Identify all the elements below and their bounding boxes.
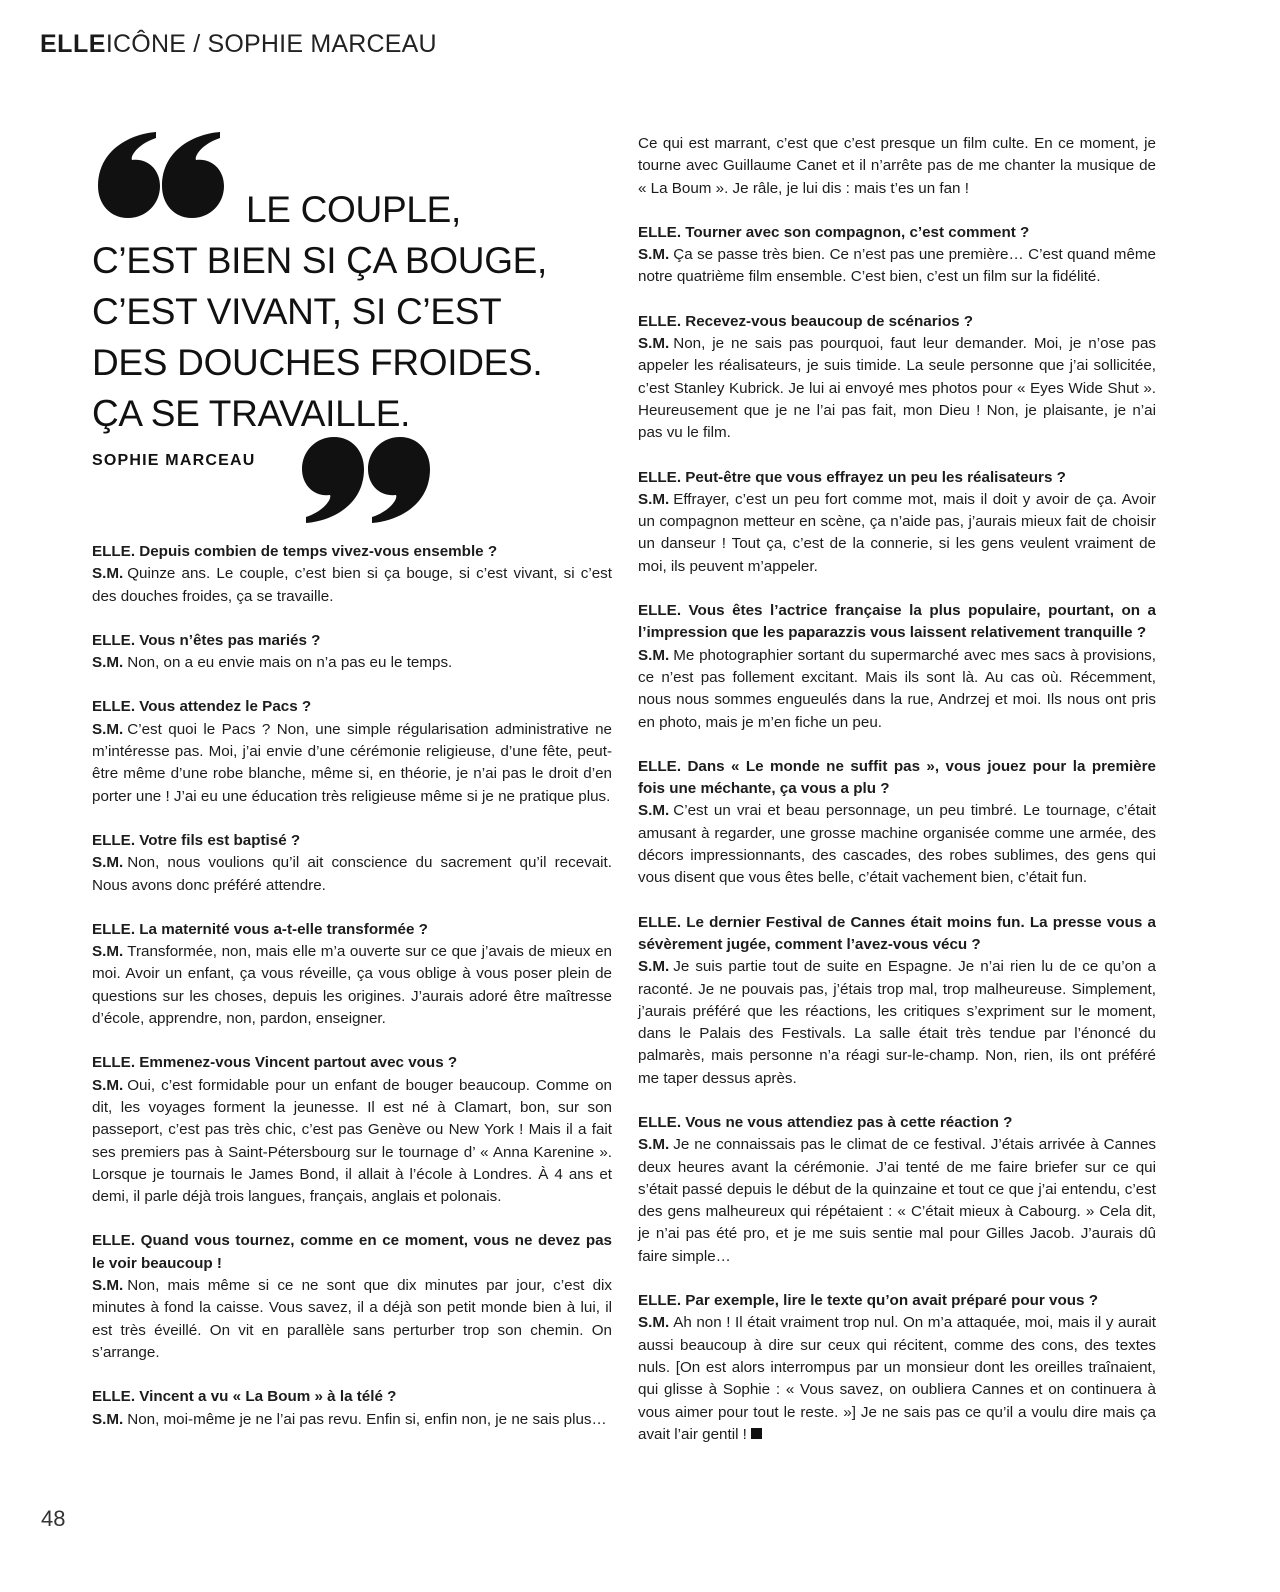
- interview-answer: [638, 800, 1156, 889]
- answer-text: Ah non ! Il était vraiment trop nul. On m’a attaquée, moi, mais il y aurait aussi beaucoup à dire sur ceux qui récitent, comme des cons, des textes nuls. [On est alors interrompus par un monsieur dont les oreilles traînaient, qui glisse à Sophie : « Vous savez, on oubliera Cannes et on continuera à vous aimer pour tout le reste. »] Je ne sais pas ce qu’il a voulu dire mais ça avait l’air gentil !: [638, 1314, 1156, 1443]
- answer-text: Oui, c’est formidable pour un enfant de bouger beaucoup. Comme on dit, les voyages forment la jeunesse. Il est né à Clamart, bon, sur son passeport, c’est pas très chic, c’est pas Genève ou New York ! Mais il a fait ses premiers pas à Saint-Pétersbourg sur le tournage d’ « Anna Karenine ». Lorsque je tournais le James Bond, il allait à l’école à Londres. À 4 ans et demi, il parle déjà trois langues, français, anglais et polonais.: [92, 1076, 612, 1206]
- speaker-initials: S.M.: [92, 654, 124, 672]
- answer-text: Je ne connaissais pas le climat de ce festival. J’étais arrivée à Cannes deux heures avant la cérémonie. J’ai tenté de me faire briefer sur ce qui s’était passé depuis le début de la quinzaine et tout ce que j’ai entendu, c’est des gens malheureux qui répétaient : « C’était mieux à Cabourg. » Cela dit, je n’ai pas été pro, et je me suis sentie mal pour Gilles Jacob. J’aurais dû faire simple…: [638, 1136, 1156, 1265]
- interview-item: [638, 600, 1156, 734]
- speaker-initials: S.M.: [638, 1136, 670, 1154]
- interview-item: [92, 696, 612, 807]
- speaker-initials: S.M.: [92, 565, 124, 583]
- interview-answer: [638, 244, 1156, 289]
- interview-question: ELLE. Tourner avec son compagnon, c’est comment ?: [638, 223, 1030, 241]
- answer-continuation: Ce qui est marrant, c’est que c’est presque un film culte. En ce moment, je tourne avec Guillaume Canet et il n’arrête pas de me chanter la musique de « La Boum ». Je râle, je lui dis : mais t’es un fan !: [638, 135, 1156, 197]
- answer-text: Non, je ne sais pas pourquoi, faut leur demander. Moi, je n’ose pas appeler les réalisateurs, je suis timide. La seule personne que j’ai sollicitée, c’est Stanley Kubrick. Je lui ai envoyé mes photos pour « Eyes Wide Shut ». Heureusement que je ne l’ai pas fait, mon Dieu ! Non, je plaisante, je n’ai pas vu le film.: [638, 335, 1156, 442]
- pull-quote: [90, 130, 610, 530]
- end-of-article-mark: [751, 1428, 762, 1439]
- page-number: 48: [41, 1506, 66, 1531]
- speaker-initials: S.M.: [92, 943, 124, 961]
- speaker-initials: S.M.: [638, 802, 670, 820]
- interview-answer: [92, 1409, 612, 1431]
- speaker-initials: S.M.: [92, 720, 124, 738]
- header-separator: /: [186, 30, 208, 58]
- quote-line: DES DOUCHES FROIDES.: [92, 342, 543, 383]
- quote-text: [92, 184, 612, 439]
- answer-text: Je suis partie tout de suite en Espagne. Je n’ai rien lu de ce qu’on a raconté. Je ne pouvais pas, j’étais trop mal, trop malheureuse. Simplement, j’aurais préféré que les réactions, les critiques s’expriment sur le moment, dans le Palais des Festivals. La salle était très tendue par l’énoncé du palmarès, mais personne n’a réagi sur-le-champ. Non, rien, ils ont préféré me taper dessus après.: [638, 958, 1156, 1087]
- answer-text: Non, on a eu envie mais on n’a pas eu le temps.: [127, 654, 453, 672]
- speaker-initials: S.M.: [92, 1076, 124, 1094]
- interview-item: [638, 1290, 1156, 1446]
- interview-answer: [92, 941, 612, 1030]
- interview-answer: [638, 645, 1156, 734]
- quote-line: C’EST BIEN SI ÇA BOUGE,: [92, 240, 548, 281]
- interview-question: ELLE. Depuis combien de temps vivez-vous ensemble ?: [92, 543, 498, 560]
- subject-name: SOPHIE MARCEAU: [207, 30, 437, 58]
- interview-answer: [638, 956, 1156, 1090]
- interview-answer: [638, 333, 1156, 444]
- quote-line: LE COUPLE,: [246, 189, 461, 230]
- quote-line: C’EST VIVANT, SI C’EST: [92, 291, 502, 332]
- interview-item: [638, 912, 1156, 1090]
- interview-question: ELLE. Peut-être que vous effrayez un peu les réalisateurs ?: [638, 468, 1066, 486]
- speaker-initials: S.M.: [92, 1410, 124, 1428]
- speaker-initials: S.M.: [638, 335, 670, 353]
- interview-answer: [92, 719, 612, 808]
- interview-answer: [92, 852, 612, 897]
- answer-text: Non, mais même si ce ne sont que dix minutes par jour, c’est dix minutes à fond la caisse. Vous savez, il a déjà son petit monde bien à lui, il est très éveillé. On vit en parallèle sans perturber trop son chemin. On s’arrange.: [92, 1277, 612, 1361]
- interview-answer: [638, 1312, 1156, 1446]
- article-column-right: [638, 133, 1156, 1468]
- close-quote-icon: [298, 435, 438, 525]
- speaker-initials: S.M.: [638, 490, 670, 508]
- quote-author: SOPHIE MARCEAU: [92, 452, 256, 469]
- answer-text: Transformée, non, mais elle m’a ouverte sur ce que j’avais de mieux en moi. Avoir un enfant, ça vous réveille, ça vous oblige à vous poser plein de questions sur les choses, depuis les origines. J’aurais adoré être maîtresse d’école, apprendre, non, pardon, enseigner.: [92, 943, 612, 1028]
- article-column-left: [92, 541, 612, 1453]
- answer-text: C’est quoi le Pacs ? Non, une simple régularisation administrative ne m’intéresse pas. Moi, j’ai envie d’une cérémonie religieuse, d’une fête, peut-être même d’une robe blanche, même si, en théorie, je n’ai pas le droit d’en porter une ! J’ai eu une éducation très religieuse même si je ne pratique plus.: [92, 720, 612, 805]
- interview-question: ELLE. Vous attendez le Pacs ?: [92, 698, 312, 716]
- interview-item: [638, 756, 1156, 890]
- answer-text: Non, nous voulions qu’il ait conscience du sacrement qu’il recevait. Nous avons donc préféré attendre.: [92, 854, 612, 894]
- interview-question: ELLE. Vous n’êtes pas mariés ?: [92, 631, 321, 649]
- answer-text: C’est un vrai et beau personnage, un peu timbré. Le tournage, c’était amusant à regarder, une grosse machine organisée comme une armée, des décors impressionnants, des cascades, des robes sublimes, des gens qui vous disent que vous êtes belle, c’était vachement bien, c’était fun.: [638, 802, 1156, 887]
- speaker-initials: S.M.: [92, 854, 124, 872]
- speaker-initials: S.M.: [638, 958, 670, 976]
- interview-item: [638, 222, 1156, 289]
- answer-text: Effrayer, c’est un peu fort comme mot, mais il doit y avoir de ça. Avoir un compagnon metteur en scène, ça n’aide pas, j’aurais mieux fait de choisir un danseur ! Tout ça, c’est de la connerie, si les gens veulent vraiment de moi, ils peuvent m’appeler.: [638, 490, 1156, 575]
- interview-question: ELLE. Recevez-vous beaucoup de scénarios ?: [638, 312, 974, 330]
- interview-item: [638, 467, 1156, 578]
- interview-question: ELLE. Vincent a vu « La Boum » à la télé ?: [92, 1388, 397, 1406]
- interview-item: [92, 1052, 612, 1208]
- interview-question: ELLE. Votre fils est baptisé ?: [92, 831, 301, 849]
- interview-question: ELLE. Vous êtes l’actrice française la plus populaire, pourtant, on a l’impression que les paparazzis vous laissent relativement tranquille ?: [638, 602, 1156, 642]
- magazine-brand: ELLE: [40, 30, 106, 58]
- quote-line: ÇA SE TRAVAILLE.: [92, 393, 411, 434]
- answer-text: Me photographier sortant du supermarché avec mes sacs à provisions, ce n’est pas follement excitant. Mais ils sont là. Au cas où. Récemment, nous nous sommes engueulés dans la rue, Andrzej et moi. Ils nous ont pris en photo, mais je m’en fiche un peu.: [638, 646, 1156, 731]
- interview-question: ELLE. Par exemple, lire le texte qu’on avait préparé pour vous ?: [638, 1292, 1098, 1310]
- interview-answer: [638, 489, 1156, 578]
- interview-item: [92, 830, 612, 897]
- answer-text: Ça se passe très bien. Ce n’est pas une première… C’est quand même notre quatrième film ensemble. C’est bien, c’est un film sur la fidélité.: [638, 246, 1156, 286]
- section-name: ICÔNE: [105, 30, 187, 58]
- speaker-initials: S.M.: [638, 646, 670, 664]
- speaker-initials: S.M.: [638, 1314, 670, 1332]
- interview-answer: [92, 1275, 612, 1364]
- running-header: [40, 30, 437, 59]
- interview-question: ELLE. Emmenez-vous Vincent partout avec vous ?: [92, 1054, 458, 1072]
- interview-item: [92, 630, 612, 675]
- interview-item: [638, 311, 1156, 445]
- interview-question: ELLE. Vous ne vous attendiez pas à cette réaction ?: [638, 1113, 1013, 1131]
- answer-text: Non, moi-même je ne l’ai pas revu. Enfin si, enfin non, je ne sais plus…: [127, 1410, 607, 1428]
- interview-answer: [92, 1075, 612, 1209]
- interview-question: ELLE. Dans « Le monde ne suffit pas », vous jouez pour la première fois une méchante, ça vous a plu ?: [638, 757, 1156, 798]
- interview-question: ELLE. Quand vous tournez, comme en ce moment, vous ne devez pas le voir beaucoup !: [92, 1232, 612, 1272]
- interview-answer: [638, 1134, 1156, 1268]
- interview-answer: [92, 652, 612, 674]
- interview-item: [92, 919, 612, 1030]
- speaker-initials: S.M.: [92, 1277, 124, 1295]
- interview-question: ELLE. La maternité vous a-t-elle transformée ?: [92, 920, 428, 938]
- answer-text: Quinze ans. Le couple, c’est bien si ça bouge, si c’est vivant, si c’est des douches froides, ça se travaille.: [92, 565, 612, 605]
- interview-answer: [92, 563, 612, 608]
- interview-item: [92, 1230, 612, 1364]
- speaker-initials: S.M.: [638, 246, 670, 264]
- interview-question: ELLE. Le dernier Festival de Cannes était moins fun. La presse vous a sévèrement jugée, comment l’avez-vous vécu ?: [638, 913, 1156, 953]
- interview-item: [638, 1112, 1156, 1268]
- interview-item: [92, 1386, 612, 1431]
- interview-item: [92, 541, 612, 608]
